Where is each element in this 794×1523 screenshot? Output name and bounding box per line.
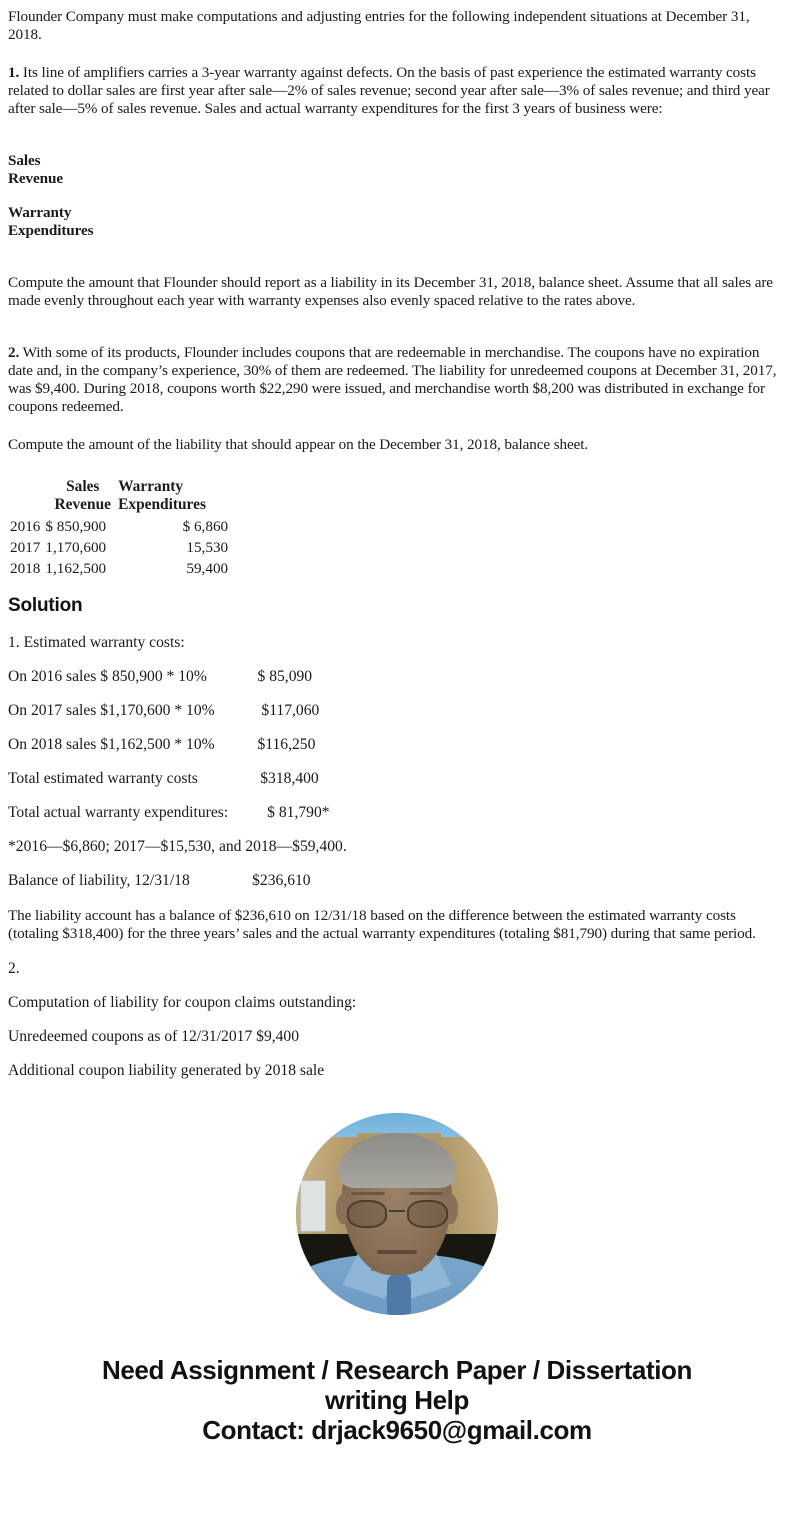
cell-sales: 1,170,600 xyxy=(45,539,107,556)
label-sales: Sales xyxy=(8,152,41,169)
avatar-container xyxy=(8,1107,786,1315)
item2-body: With some of its products, Flounder includes coupons that are redeemable in merchandise. The coupons have no expiration date and, in the company’s experience, 30% of them are redeemed. The liability for unredeemed coupons at December 31, 2017, was $9,400. During 2018, coupons worth $22,290 were issued, and merchandise worth $8,200 was distributed in exchange for coupons redeemed. xyxy=(8,344,777,415)
total-estimated-line xyxy=(8,769,786,789)
header-sales-line1: Sales xyxy=(66,478,100,495)
photo-background-window xyxy=(300,1180,326,1233)
header-warranty-line1: Warranty xyxy=(118,478,184,495)
table-row xyxy=(10,537,254,558)
eyeglasses-lens-left-icon xyxy=(347,1200,387,1228)
cell-warranty: 59,400 xyxy=(186,560,229,577)
calc-line xyxy=(8,667,786,687)
calc-amount: $ 85,090 xyxy=(257,668,313,685)
footer-advertisement xyxy=(8,1355,786,1445)
total-actual-amount: $ 81,790* xyxy=(267,804,330,821)
solution-part1-heading: 1. Estimated warranty costs: xyxy=(8,634,185,651)
calc-amount: $116,250 xyxy=(257,736,316,753)
calc-label: On 2016 sales $ 850,900 * 10% xyxy=(8,668,207,685)
label-expenditures: Expenditures xyxy=(8,222,94,239)
solution-part2-block xyxy=(8,943,786,1081)
eyeglasses-bridge-icon xyxy=(389,1210,405,1212)
item2-paragraph xyxy=(8,344,786,416)
item1-question: Compute the amount that Flounder should report as a liability in its December 31, 2018, balance sheet. Assume that all sales are made evenly throughout each year with warranty expenses also evenly spaced relative to the rates above. xyxy=(8,274,773,309)
photo-tie xyxy=(387,1275,411,1315)
total-estimated-amount: $318,400 xyxy=(260,770,319,787)
label-warranty: Warranty xyxy=(8,204,72,221)
solution-explanation-block xyxy=(8,907,786,943)
header-warranty-line2: Expenditures xyxy=(118,496,206,513)
total-actual-label: Total actual warranty expenditures: xyxy=(8,804,229,821)
balance-amount: $236,610 xyxy=(252,872,311,889)
cell-sales: 1,162,500 xyxy=(45,560,107,577)
table-header-row xyxy=(10,478,254,516)
header-year xyxy=(10,478,45,516)
footer-contact-line: Contact: drjack9650@gmail.com xyxy=(202,1415,592,1445)
solution-footnote: *2016—$6,860; 2017—$15,530, and 2018—$59,400. xyxy=(8,838,347,855)
footer-line-1: Need Assignment / Research Paper / Dissertation xyxy=(101,1355,692,1385)
calc-line xyxy=(8,735,786,755)
table-row xyxy=(10,516,254,537)
table-row xyxy=(10,558,254,579)
footer-line-2: writing Help xyxy=(325,1385,469,1415)
balance-line xyxy=(8,871,786,891)
problem-statement-section xyxy=(8,0,786,454)
calc-amount: $117,060 xyxy=(261,702,320,719)
header-warranty-expenditures xyxy=(114,478,254,516)
cell-year: 2016 xyxy=(10,518,41,535)
calc-line xyxy=(8,701,786,721)
additional-coupon-liability-line: Additional coupon liability generated by 2018 sale xyxy=(8,1062,325,1079)
solution-part2-marker: 2. xyxy=(8,960,20,977)
intro-paragraph: Flounder Company must make computations and adjusting entries for the following independent situations at December 31, 2018. xyxy=(8,8,750,43)
calc-label: On 2018 sales $1,162,500 * 10% xyxy=(8,736,215,753)
photo-eyebrow-left xyxy=(351,1192,385,1195)
calc-label: On 2017 sales $1,170,600 * 10% xyxy=(8,702,215,719)
solution-title: Solution xyxy=(8,595,83,616)
item1-paragraph xyxy=(8,64,786,118)
solution-section xyxy=(8,617,786,891)
cell-warranty: $ 6,860 xyxy=(182,518,229,535)
cell-warranty: 15,530 xyxy=(186,539,229,556)
floating-label-warranty-expenditures xyxy=(8,204,786,240)
label-revenue: Revenue xyxy=(8,170,63,187)
cell-sales: $ 850,900 xyxy=(45,518,107,535)
total-actual-line xyxy=(8,803,786,823)
solution-explanation: The liability account has a balance of $236,610 on 12/31/18 based on the difference between the estimated warranty costs (totaling $318,400) for the three years’ sales and the actual warranty expenditures (totaling $81,790) during that same period. xyxy=(8,907,756,942)
avatar xyxy=(296,1113,498,1315)
balance-label: Balance of liability, 12/31/18 xyxy=(8,872,190,889)
photo-mouth xyxy=(377,1250,417,1254)
eyeglasses-lens-right-icon xyxy=(407,1200,447,1228)
item2-question: Compute the amount of the liability that should appear on the December 31, 2018, balance sheet. xyxy=(8,436,589,453)
unredeemed-coupons-line: Unredeemed coupons as of 12/31/2017 $9,400 xyxy=(8,1028,300,1045)
item1-body: Its line of amplifiers carries a 3-year warranty against defects. On the basis of past experience the estimated warranty costs related to dollar sales are first year after sale—2% of sales revenue; second year after sale—3% of sales revenue; and third year after sale—5% of sales revenue. Sales and actual warranty expenditures for the first 3 years of business were: xyxy=(8,64,770,117)
floating-label-sales-revenue xyxy=(8,152,786,188)
header-sales-revenue xyxy=(45,478,114,516)
total-estimated-label: Total estimated warranty costs xyxy=(8,770,198,787)
item1-marker: 1. xyxy=(8,64,20,81)
solution-part2-heading: Computation of liability for coupon claims outstanding: xyxy=(8,994,357,1011)
cell-year: 2018 xyxy=(10,560,41,577)
cell-year: 2017 xyxy=(10,539,41,556)
header-sales-line2: Revenue xyxy=(54,496,111,513)
sales-warranty-table xyxy=(10,478,254,579)
item2-marker: 2. xyxy=(8,344,20,361)
photo-eyebrow-right xyxy=(409,1192,443,1195)
